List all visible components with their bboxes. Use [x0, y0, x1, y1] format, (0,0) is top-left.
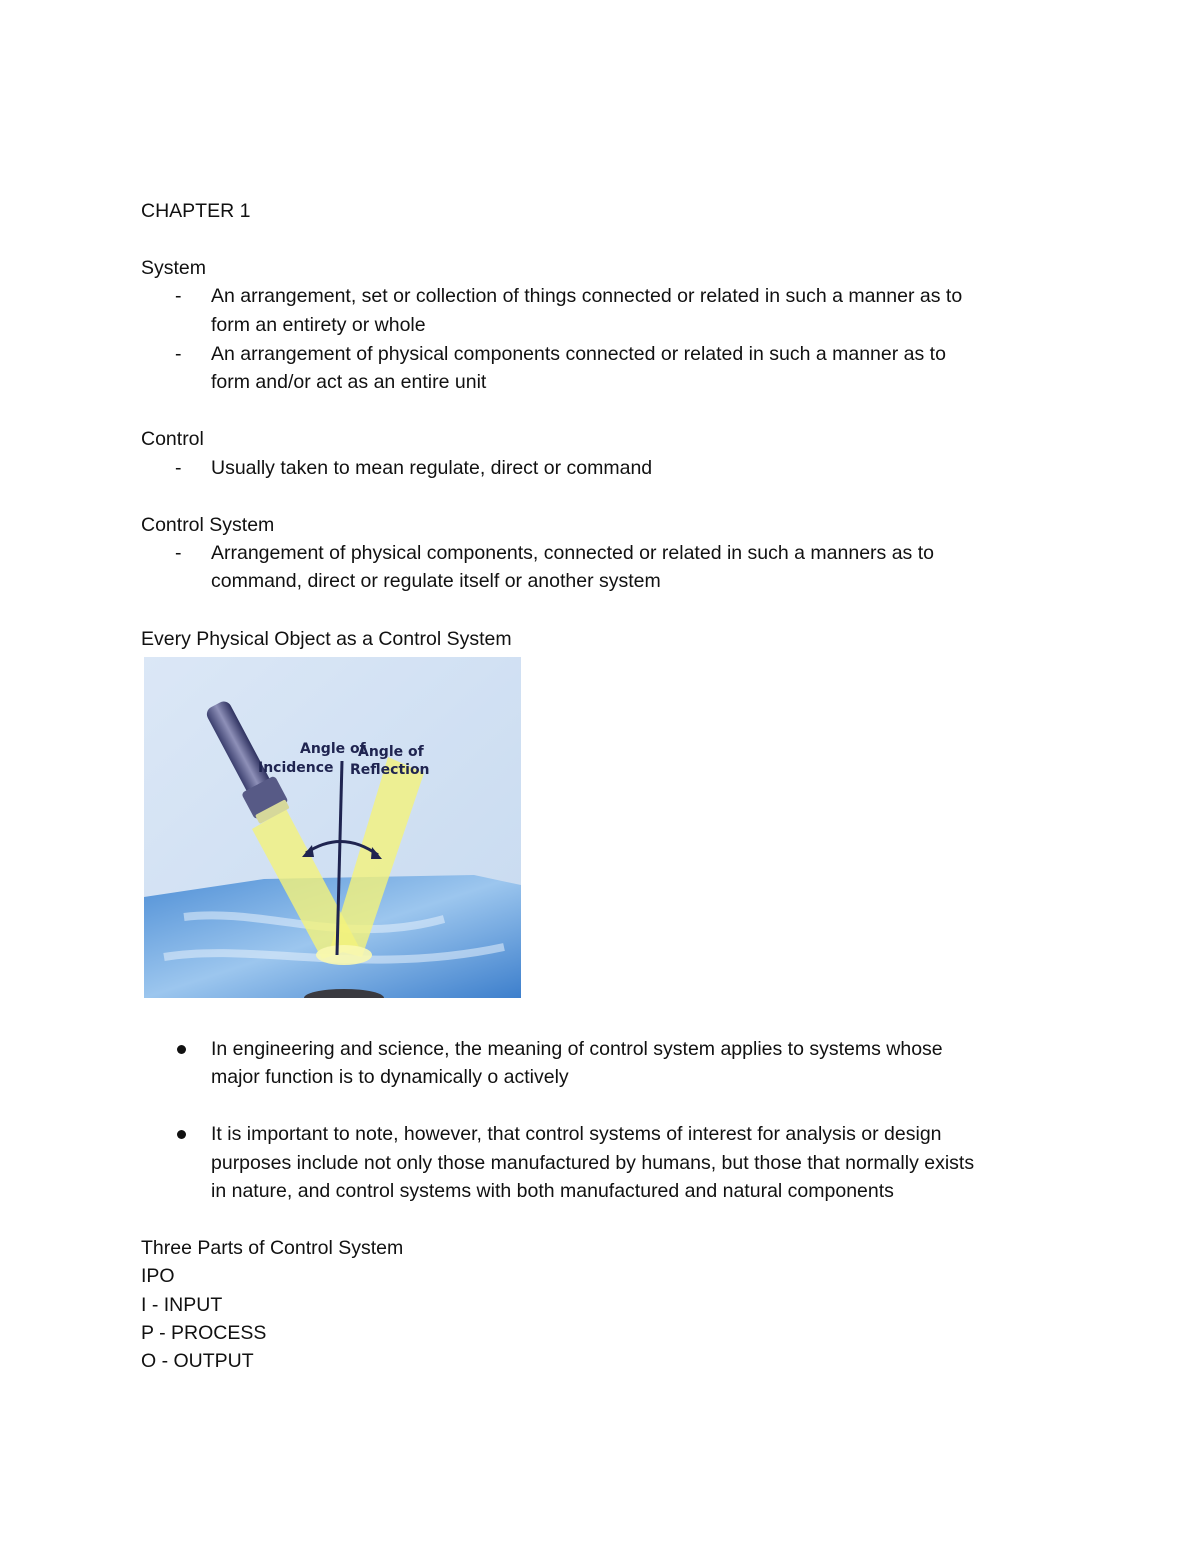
label-incidence-line-1: Angle of	[300, 741, 366, 757]
list-item-line: command, direct or regulate itself or another system	[211, 570, 661, 592]
list-item-line: form and/or act as an entire unit	[211, 371, 487, 393]
reflection-figure	[144, 657, 521, 998]
bullet-line: In engineering and science, the meaning of control system applies to systems whose	[211, 1038, 943, 1060]
dash-marker: -	[175, 285, 182, 307]
reflection-illustration	[144, 657, 521, 998]
light-spot	[316, 945, 372, 965]
label-reflection-line-1: Angle of	[358, 744, 424, 760]
section-heading-physical-object: Every Physical Object as a Control System	[141, 628, 512, 650]
section-heading-control: Control	[141, 428, 204, 450]
bullet-icon	[177, 1130, 186, 1139]
list-item-line: An arrangement of physical components connected or related in such a manner as to	[211, 343, 946, 365]
list-item-line: Usually taken to mean regulate, direct or command	[211, 457, 653, 479]
bullet-line: major function is to dynamically o actively	[211, 1066, 569, 1088]
list-item-line: An arrangement, set or collection of things connected or related in such a manner as to	[211, 285, 963, 307]
ipo-line: I - INPUT	[141, 1294, 223, 1316]
dash-marker: -	[175, 457, 182, 479]
section-heading-control-system: Control System	[141, 514, 275, 536]
bullet-line: purposes include not only those manufactured by humans, but those that normally exists	[211, 1152, 975, 1174]
ipo-line: O - OUTPUT	[141, 1350, 254, 1372]
bullet-line: It is important to note, however, that control systems of interest for analysis or design	[211, 1123, 942, 1145]
section-heading-system: System	[141, 257, 207, 279]
list-item-line: form an entirety or whole	[211, 314, 426, 336]
ipo-line: IPO	[141, 1265, 175, 1287]
list-item-line: Arrangement of physical components, connected or related in such a manners as to	[211, 542, 934, 564]
bullet-icon	[177, 1045, 186, 1054]
label-reflection-line-2: Reflection	[350, 762, 430, 778]
dash-marker: -	[175, 343, 182, 365]
section-heading-three-parts: Three Parts of Control System	[141, 1237, 404, 1259]
bullet-line: in nature, and control systems with both manufactured and natural components	[211, 1180, 894, 1202]
chapter-title: CHAPTER 1	[141, 200, 251, 222]
ipo-line: P - PROCESS	[141, 1322, 267, 1344]
dash-marker: -	[175, 542, 182, 564]
label-incidence-line-2: Incidence	[258, 760, 334, 776]
